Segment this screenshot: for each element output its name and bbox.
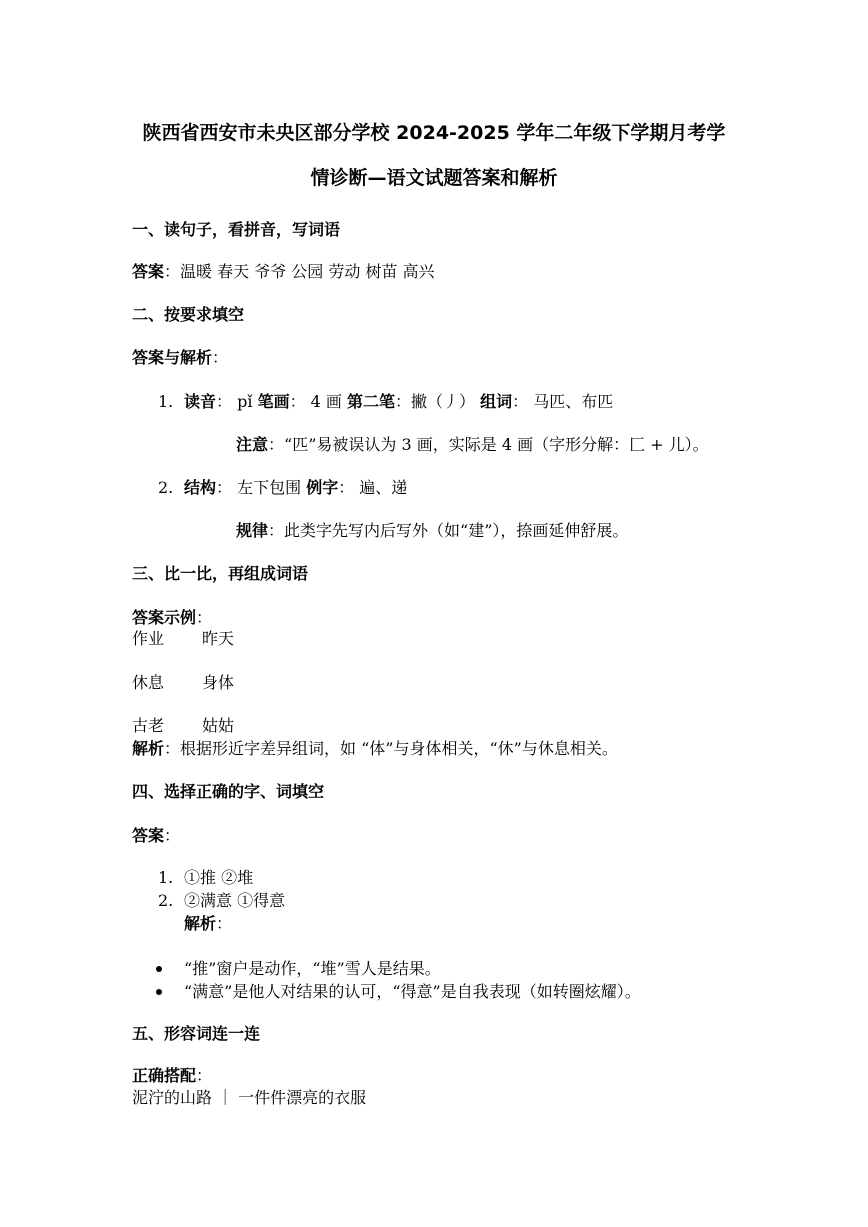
- answer-analysis-label: 答案与解析: [132, 348, 213, 367]
- item-text: ①推 ②堆: [184, 868, 254, 887]
- bullet-item-1: “推”窗户是动作，“堆”雪人是结果。: [184, 959, 441, 978]
- label-suffix: ：: [212, 348, 229, 367]
- section-5-heading: 五、形容词连一连: [132, 1024, 261, 1043]
- word-left: 古老: [132, 716, 165, 735]
- word-right: 姑姑: [202, 716, 235, 735]
- section-2-note: [236, 435, 709, 455]
- word-pair-1: [132, 629, 234, 649]
- section-5-label: [132, 1066, 212, 1086]
- word-pair-2: [132, 673, 234, 693]
- section-2-item-2: [158, 478, 407, 498]
- words-label: 组词: [480, 392, 513, 411]
- rule-label: 规律: [236, 521, 269, 540]
- note-text: ：“匹”易被误认为 3 画，实际是 4 画（字形分解：匚 + 儿）。: [268, 435, 709, 454]
- word-right: 昨天: [202, 629, 235, 648]
- label-suffix: ：: [164, 826, 181, 845]
- match-label: 正确搭配: [132, 1066, 197, 1085]
- bullet-item-2: “满意”是他人对结果的认可，“得意”是自我表现（如转圈炫耀）。: [184, 982, 641, 1001]
- section-4-heading: 四、选择正确的字、词填空: [132, 782, 325, 801]
- answer-example-label: 答案示例: [132, 608, 197, 627]
- word-left: 休息: [132, 673, 165, 692]
- section-3-analysis: [132, 739, 618, 759]
- section-3-heading: 三、比一比，再组成词语: [132, 564, 309, 583]
- analysis-label: 解析: [184, 914, 217, 933]
- answer-label: 答案: [132, 262, 165, 281]
- item-text: ②满意 ①得意: [184, 891, 286, 910]
- analysis-label: 解析: [132, 739, 165, 758]
- answer-text: ：温暖 春天 爷爷 公园 劳动 树苗 高兴: [164, 262, 435, 281]
- example-value: ： 遍、递: [338, 478, 408, 497]
- structure-value: ： 左下包围: [216, 478, 302, 497]
- title-line-2: 情诊断—语文试题答案和解析: [310, 167, 558, 189]
- section-1-answer: [132, 262, 435, 282]
- section-4-analysis-label: [184, 914, 232, 934]
- word-pair-3: [132, 716, 234, 736]
- section-3-label: [132, 608, 212, 628]
- second-stroke-label: 第二笔: [347, 392, 396, 411]
- label-suffix: ：: [196, 608, 213, 627]
- section-4-item-2: [158, 891, 285, 911]
- strokes-label: 笔画: [257, 392, 290, 411]
- section-4-label: [132, 826, 180, 846]
- word-left: 作业: [132, 629, 165, 648]
- strokes-value: ： 4 画: [289, 392, 342, 411]
- bullet-marker: [156, 989, 162, 995]
- word-right: 身体: [202, 673, 235, 692]
- label-suffix: ：: [216, 914, 233, 933]
- label-suffix: ：: [196, 1066, 213, 1085]
- reading-label: 读音: [184, 392, 217, 411]
- list-number: 1.: [158, 392, 174, 411]
- section-1-heading: 一、读句子，看拼音，写词语: [132, 220, 341, 239]
- words-value: ： 马匹、布匹: [512, 392, 614, 411]
- second-stroke-value: ：撇（丿）: [395, 392, 476, 411]
- section-2-heading: 二、按要求填空: [132, 305, 245, 324]
- example-label: 例字: [306, 478, 339, 497]
- rule-text: ：此类字先写内后写外（如“建”），捺画延伸舒展。: [268, 521, 629, 540]
- list-number: 2.: [158, 891, 174, 910]
- note-label: 注意: [236, 435, 269, 454]
- section-4-item-1: [158, 868, 253, 888]
- answer-label: 答案: [132, 826, 165, 845]
- section-2-rule: [236, 521, 628, 541]
- list-number: 1.: [158, 868, 174, 887]
- title-line-1: 陕西省西安市未央区部分学校 2024-2025 学年二年级下学期月考学: [142, 122, 726, 144]
- section-2-item-1: [158, 392, 613, 412]
- reading-value: ： pǐ: [216, 392, 253, 411]
- structure-label: 结构: [184, 478, 217, 497]
- bullet-marker: [156, 966, 162, 972]
- list-number: 2.: [158, 478, 174, 497]
- analysis-text: ：根据形近字差异组词，如 “体”与身体相关，“休”与休息相关。: [164, 739, 618, 758]
- section-2-label: [132, 348, 228, 368]
- match-line: 泥泞的山路 ｜ 一件件漂亮的衣服: [132, 1088, 367, 1107]
